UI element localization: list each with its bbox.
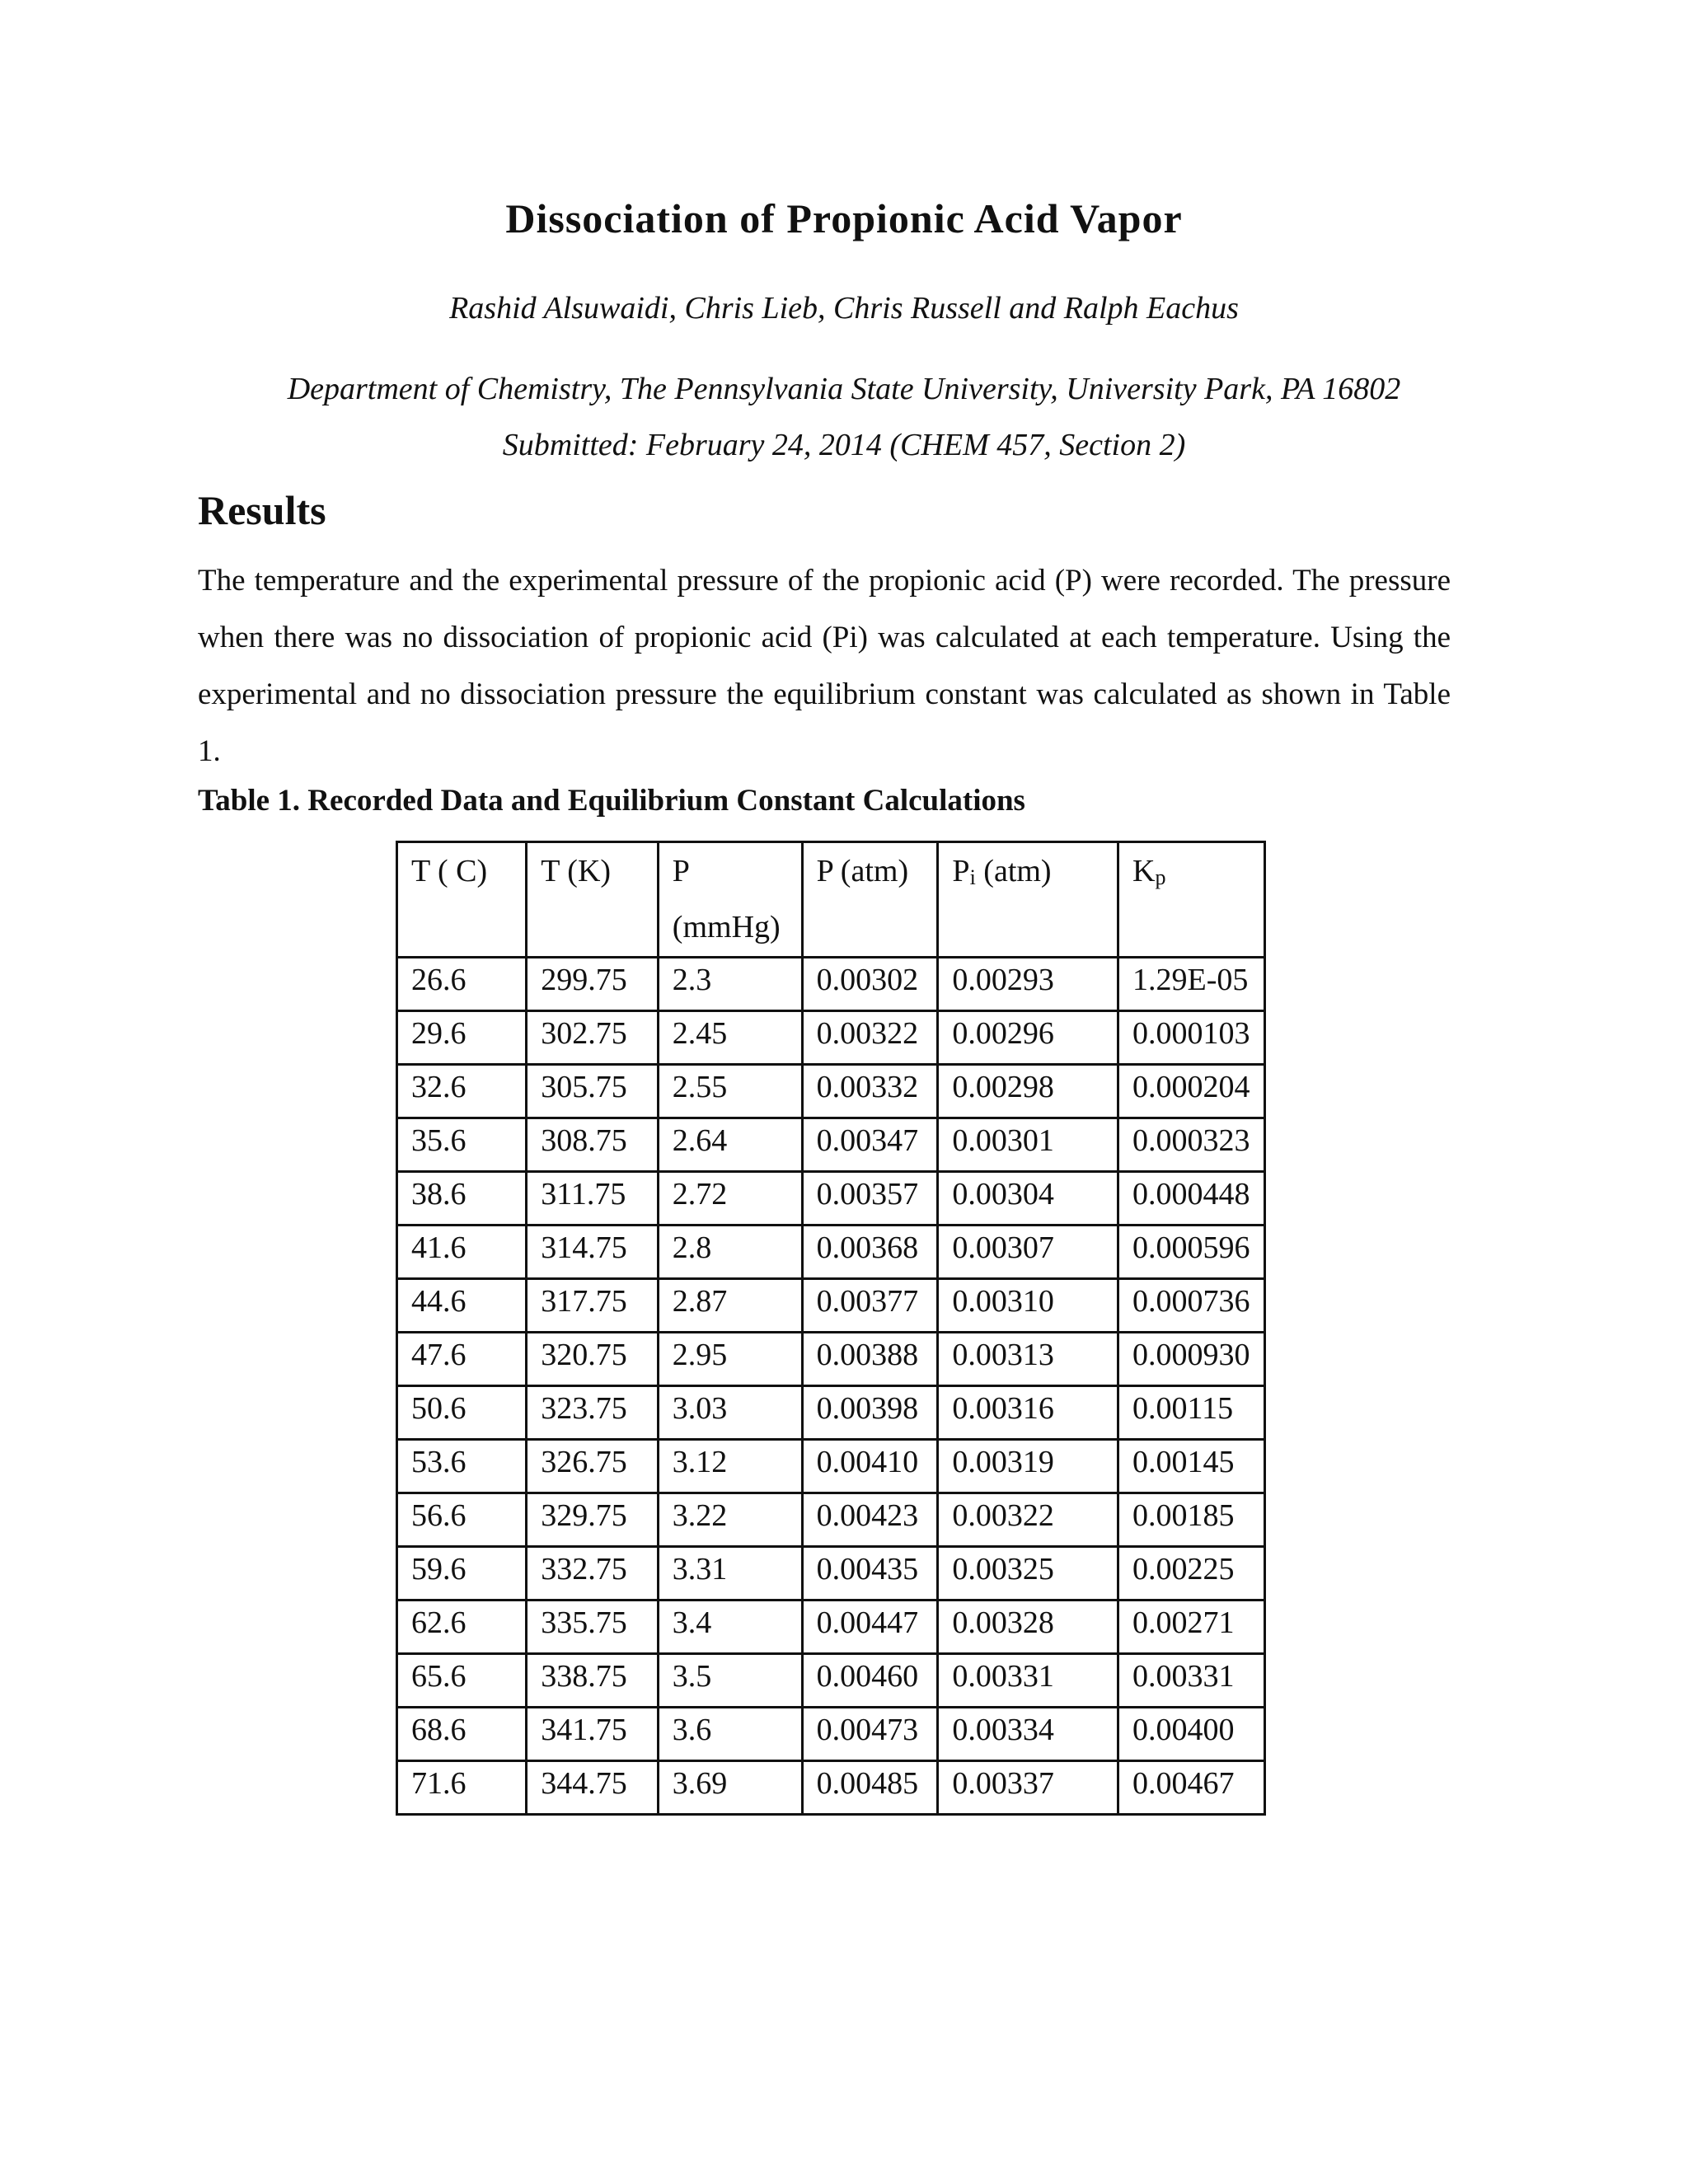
cell-equilibrium-constant: 0.000596 bbox=[1118, 1226, 1264, 1279]
cell-pressure-mmhg: 2.72 bbox=[658, 1172, 802, 1226]
cell-initial-pressure-atm: 0.00293 bbox=[938, 958, 1118, 1011]
table-body bbox=[397, 958, 1265, 1815]
cell-equilibrium-constant: 0.00115 bbox=[1118, 1386, 1264, 1440]
table-header-row bbox=[397, 842, 1265, 958]
cell-equilibrium-constant: 0.000448 bbox=[1118, 1172, 1264, 1226]
cell-initial-pressure-atm: 0.00334 bbox=[938, 1708, 1118, 1761]
cell-pressure-atm: 0.00473 bbox=[802, 1708, 938, 1761]
cell-temp-kelvin: 317.75 bbox=[527, 1279, 659, 1333]
cell-pressure-mmhg: 3.22 bbox=[658, 1493, 802, 1547]
cell-temp-celsius: 62.6 bbox=[397, 1601, 527, 1654]
cell-temp-celsius: 59.6 bbox=[397, 1547, 527, 1601]
section-heading-results: Results bbox=[198, 487, 326, 533]
cell-temp-celsius: 71.6 bbox=[397, 1761, 527, 1815]
cell-temp-kelvin: 341.75 bbox=[527, 1708, 659, 1761]
cell-pressure-mmhg: 3.69 bbox=[658, 1761, 802, 1815]
cell-temp-kelvin: 344.75 bbox=[527, 1761, 659, 1815]
header-initial-pressure-atm bbox=[938, 842, 1118, 958]
header-pi-subscript: i bbox=[969, 865, 976, 889]
cell-pressure-atm: 0.00302 bbox=[802, 958, 938, 1011]
cell-temp-celsius: 38.6 bbox=[397, 1172, 527, 1226]
header-pi-base: P bbox=[952, 854, 970, 888]
header-kp-base: K bbox=[1132, 854, 1156, 888]
cell-equilibrium-constant: 0.00331 bbox=[1118, 1654, 1264, 1708]
cell-pressure-atm: 0.00322 bbox=[802, 1011, 938, 1065]
cell-initial-pressure-atm: 0.00310 bbox=[938, 1279, 1118, 1333]
cell-equilibrium-constant: 0.00225 bbox=[1118, 1547, 1264, 1601]
header-pressure-mmhg bbox=[658, 842, 802, 958]
cell-initial-pressure-atm: 0.00304 bbox=[938, 1172, 1118, 1226]
cell-temp-kelvin: 335.75 bbox=[527, 1601, 659, 1654]
cell-temp-celsius: 35.6 bbox=[397, 1118, 527, 1172]
table-row bbox=[397, 1333, 1265, 1386]
table-row bbox=[397, 1654, 1265, 1708]
cell-pressure-atm: 0.00368 bbox=[802, 1226, 938, 1279]
cell-temp-celsius: 65.6 bbox=[397, 1654, 527, 1708]
cell-pressure-atm: 0.00377 bbox=[802, 1279, 938, 1333]
cell-temp-kelvin: 311.75 bbox=[527, 1172, 659, 1226]
cell-temp-kelvin: 314.75 bbox=[527, 1226, 659, 1279]
cell-pressure-atm: 0.00332 bbox=[802, 1065, 938, 1118]
cell-pressure-atm: 0.00435 bbox=[802, 1547, 938, 1601]
header-pressure-atm: P (atm) bbox=[802, 842, 938, 958]
cell-pressure-atm: 0.00485 bbox=[802, 1761, 938, 1815]
table-row bbox=[397, 1386, 1265, 1440]
cell-temp-kelvin: 326.75 bbox=[527, 1440, 659, 1493]
cell-equilibrium-constant: 0.00271 bbox=[1118, 1601, 1264, 1654]
cell-temp-kelvin: 302.75 bbox=[527, 1011, 659, 1065]
cell-initial-pressure-atm: 0.00328 bbox=[938, 1601, 1118, 1654]
cell-pressure-mmhg: 3.5 bbox=[658, 1654, 802, 1708]
table-row bbox=[397, 1493, 1265, 1547]
table-row bbox=[397, 958, 1265, 1011]
table-row bbox=[397, 1708, 1265, 1761]
submission-info: Submitted: February 24, 2014 (CHEM 457, Section 2) bbox=[502, 428, 1186, 462]
cell-pressure-atm: 0.00423 bbox=[802, 1493, 938, 1547]
cell-temp-celsius: 29.6 bbox=[397, 1011, 527, 1065]
author-list: Rashid Alsuwaidi, Chris Lieb, Chris Russell and Ralph Eachus bbox=[449, 291, 1239, 326]
cell-pressure-atm: 0.00398 bbox=[802, 1386, 938, 1440]
cell-temp-celsius: 68.6 bbox=[397, 1708, 527, 1761]
cell-pressure-mmhg: 3.6 bbox=[658, 1708, 802, 1761]
cell-pressure-atm: 0.00460 bbox=[802, 1654, 938, 1708]
cell-temp-celsius: 44.6 bbox=[397, 1279, 527, 1333]
header-pi-unit: (atm) bbox=[975, 854, 1052, 888]
cell-pressure-mmhg: 2.95 bbox=[658, 1333, 802, 1386]
cell-pressure-mmhg: 3.31 bbox=[658, 1547, 802, 1601]
cell-temp-celsius: 47.6 bbox=[397, 1333, 527, 1386]
cell-temp-kelvin: 308.75 bbox=[527, 1118, 659, 1172]
cell-initial-pressure-atm: 0.00325 bbox=[938, 1547, 1118, 1601]
header-pressure-unit: (mmHg) bbox=[672, 910, 781, 944]
header-pressure-label: P bbox=[672, 854, 690, 888]
cell-initial-pressure-atm: 0.00319 bbox=[938, 1440, 1118, 1493]
cell-initial-pressure-atm: 0.00337 bbox=[938, 1761, 1118, 1815]
cell-equilibrium-constant: 0.000736 bbox=[1118, 1279, 1264, 1333]
cell-equilibrium-constant: 0.00467 bbox=[1118, 1761, 1264, 1815]
cell-equilibrium-constant: 0.00185 bbox=[1118, 1493, 1264, 1547]
results-paragraph: The temperature and the experimental pressure of the propionic acid (P) were recorded. The pressure when there was no dissociation of propionic acid (Pi) was calculated at each temperature. Using the experimental and no dissociation pressure the equilibrium constant was calculated as shown in Table 1. bbox=[198, 564, 1451, 768]
cell-pressure-mmhg: 3.12 bbox=[658, 1440, 802, 1493]
cell-temp-kelvin: 323.75 bbox=[527, 1386, 659, 1440]
cell-pressure-mmhg: 3.03 bbox=[658, 1386, 802, 1440]
cell-equilibrium-constant: 0.000103 bbox=[1118, 1011, 1264, 1065]
cell-initial-pressure-atm: 0.00296 bbox=[938, 1011, 1118, 1065]
cell-temp-celsius: 41.6 bbox=[397, 1226, 527, 1279]
cell-temp-kelvin: 299.75 bbox=[527, 958, 659, 1011]
cell-pressure-mmhg: 3.4 bbox=[658, 1601, 802, 1654]
cell-temp-kelvin: 305.75 bbox=[527, 1065, 659, 1118]
table-row bbox=[397, 1011, 1265, 1065]
cell-temp-celsius: 50.6 bbox=[397, 1386, 527, 1440]
cell-pressure-mmhg: 2.8 bbox=[658, 1226, 802, 1279]
cell-initial-pressure-atm: 0.00331 bbox=[938, 1654, 1118, 1708]
header-equilibrium-constant bbox=[1118, 842, 1264, 958]
paper-title: Dissociation of Propionic Acid Vapor bbox=[505, 195, 1183, 241]
data-table bbox=[396, 841, 1266, 1816]
cell-equilibrium-constant: 0.00145 bbox=[1118, 1440, 1264, 1493]
header-kp-subscript: p bbox=[1155, 865, 1166, 889]
table-row bbox=[397, 1761, 1265, 1815]
cell-pressure-atm: 0.00410 bbox=[802, 1440, 938, 1493]
cell-temp-celsius: 32.6 bbox=[397, 1065, 527, 1118]
table-row bbox=[397, 1440, 1265, 1493]
cell-initial-pressure-atm: 0.00313 bbox=[938, 1333, 1118, 1386]
cell-pressure-atm: 0.00347 bbox=[802, 1118, 938, 1172]
cell-initial-pressure-atm: 0.00322 bbox=[938, 1493, 1118, 1547]
cell-temp-kelvin: 329.75 bbox=[527, 1493, 659, 1547]
cell-initial-pressure-atm: 0.00301 bbox=[938, 1118, 1118, 1172]
table-row bbox=[397, 1065, 1265, 1118]
table-row bbox=[397, 1279, 1265, 1333]
cell-temp-celsius: 56.6 bbox=[397, 1493, 527, 1547]
cell-pressure-mmhg: 2.64 bbox=[658, 1118, 802, 1172]
cell-temp-kelvin: 338.75 bbox=[527, 1654, 659, 1708]
header-temp-celsius: T ( C) bbox=[397, 842, 527, 958]
cell-pressure-mmhg: 2.87 bbox=[658, 1279, 802, 1333]
cell-initial-pressure-atm: 0.00316 bbox=[938, 1386, 1118, 1440]
cell-equilibrium-constant: 0.00400 bbox=[1118, 1708, 1264, 1761]
cell-temp-kelvin: 332.75 bbox=[527, 1547, 659, 1601]
cell-pressure-mmhg: 2.3 bbox=[658, 958, 802, 1011]
cell-equilibrium-constant: 1.29E-05 bbox=[1118, 958, 1264, 1011]
cell-initial-pressure-atm: 0.00298 bbox=[938, 1065, 1118, 1118]
cell-temp-kelvin: 320.75 bbox=[527, 1333, 659, 1386]
cell-temp-celsius: 26.6 bbox=[397, 958, 527, 1011]
cell-pressure-mmhg: 2.55 bbox=[658, 1065, 802, 1118]
table-row bbox=[397, 1601, 1265, 1654]
cell-pressure-atm: 0.00388 bbox=[802, 1333, 938, 1386]
table-row bbox=[397, 1547, 1265, 1601]
cell-initial-pressure-atm: 0.00307 bbox=[938, 1226, 1118, 1279]
cell-equilibrium-constant: 0.000204 bbox=[1118, 1065, 1264, 1118]
cell-temp-celsius: 53.6 bbox=[397, 1440, 527, 1493]
cell-pressure-atm: 0.00357 bbox=[802, 1172, 938, 1226]
header-temp-kelvin: T (K) bbox=[527, 842, 659, 958]
table-row bbox=[397, 1118, 1265, 1172]
cell-pressure-atm: 0.00447 bbox=[802, 1601, 938, 1654]
cell-equilibrium-constant: 0.000323 bbox=[1118, 1118, 1264, 1172]
table-header bbox=[397, 842, 1265, 958]
table-row bbox=[397, 1226, 1265, 1279]
table-caption: Table 1. Recorded Data and Equilibrium Constant Calculations bbox=[198, 784, 1025, 818]
affiliation: Department of Chemistry, The Pennsylvania State University, University Park, PA 16802 bbox=[287, 372, 1401, 406]
cell-pressure-mmhg: 2.45 bbox=[658, 1011, 802, 1065]
table-row bbox=[397, 1172, 1265, 1226]
cell-equilibrium-constant: 0.000930 bbox=[1118, 1333, 1264, 1386]
